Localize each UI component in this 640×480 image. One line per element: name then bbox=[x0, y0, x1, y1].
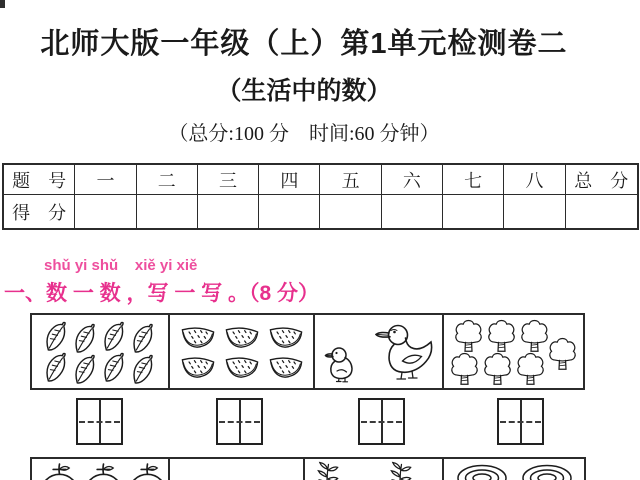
score-cell bbox=[381, 195, 442, 230]
plant-icon bbox=[313, 460, 342, 480]
watermelon-icon bbox=[179, 354, 217, 379]
pinyin-annotation: shǔ yi shǔ xiě yi xiě bbox=[44, 257, 198, 274]
watermelon-icon bbox=[223, 354, 261, 379]
question-number-cell: 七 bbox=[443, 164, 504, 195]
score-cell bbox=[320, 195, 381, 230]
leaf-icon bbox=[74, 354, 97, 385]
watermelon-icon bbox=[223, 324, 261, 349]
picture-cell-snails bbox=[444, 459, 584, 480]
writing-box[interactable] bbox=[76, 398, 123, 445]
writing-box[interactable] bbox=[216, 398, 263, 445]
picture-cell-trees bbox=[444, 315, 583, 388]
question-number-cell: 总 分 bbox=[565, 164, 638, 195]
scan-artifact-mark bbox=[0, 0, 5, 8]
tree-icon bbox=[448, 351, 481, 386]
leaf-icon bbox=[132, 323, 155, 354]
score-cell bbox=[75, 195, 136, 230]
tree-icon bbox=[546, 336, 579, 371]
tree-icon bbox=[481, 351, 514, 386]
score-table bbox=[2, 163, 639, 230]
picture-cell-ducks bbox=[315, 315, 444, 388]
duck-icon bbox=[374, 323, 434, 385]
page-subtitle: （生活中的数） bbox=[216, 77, 392, 105]
score-cell bbox=[259, 195, 320, 230]
picture-cell-watermelon-slices bbox=[170, 315, 315, 388]
question-number-cell: 八 bbox=[504, 164, 565, 195]
leaf-icon bbox=[103, 321, 126, 352]
writing-box[interactable] bbox=[358, 398, 405, 445]
plant-icon bbox=[386, 460, 415, 480]
question2-pictures-table bbox=[30, 457, 586, 480]
answer-boxes-row bbox=[0, 398, 640, 445]
question-number-cell: 五 bbox=[320, 164, 381, 195]
apple-icon bbox=[127, 462, 168, 480]
tree-icon bbox=[485, 318, 518, 353]
leaf-icon bbox=[74, 323, 97, 354]
question-number-cell: 二 bbox=[136, 164, 197, 195]
picture-cell-leaves bbox=[32, 315, 170, 388]
count-pictures-table bbox=[30, 313, 585, 390]
question-number-row bbox=[3, 164, 638, 195]
writing-box[interactable] bbox=[497, 398, 544, 445]
score-header: 得 分 bbox=[3, 195, 75, 230]
score-cell bbox=[197, 195, 258, 230]
score-cell bbox=[504, 195, 565, 230]
tree-icon bbox=[514, 351, 547, 386]
watermelon-icon bbox=[267, 354, 305, 379]
question-number-header: 题 号 bbox=[3, 164, 75, 195]
duckling-icon bbox=[324, 345, 364, 383]
page-title: 北师大版一年级（上）第1单元检测卷二 bbox=[40, 28, 568, 60]
leaf-icon bbox=[45, 321, 68, 352]
question1-heading: 一、数 一 数 ，写 一 写 。（8 分） bbox=[4, 282, 320, 305]
question-number-cell: 一 bbox=[75, 164, 136, 195]
question-number-cell: 四 bbox=[259, 164, 320, 195]
snail-icon bbox=[521, 464, 573, 480]
question-number-cell: 三 bbox=[197, 164, 258, 195]
tree-icon bbox=[452, 318, 485, 353]
score-cell bbox=[136, 195, 197, 230]
snail-icon bbox=[456, 464, 508, 480]
score-cell bbox=[443, 195, 504, 230]
watermelon-icon bbox=[179, 324, 217, 349]
exam-info-line: （总分:100 分 时间:60 分钟） bbox=[168, 123, 440, 145]
picture-cell-apples bbox=[32, 459, 170, 480]
score-cell bbox=[565, 195, 638, 230]
question-number-cell: 六 bbox=[381, 164, 442, 195]
leaf-icon bbox=[103, 352, 126, 383]
leaf-icon bbox=[45, 352, 68, 383]
leaf-icon bbox=[132, 354, 155, 385]
score-row bbox=[3, 195, 638, 230]
apple-icon bbox=[39, 462, 80, 480]
picture-cell-empty bbox=[170, 459, 305, 480]
watermelon-icon bbox=[267, 324, 305, 349]
apple-icon bbox=[83, 462, 124, 480]
picture-cell-plants bbox=[305, 459, 444, 480]
